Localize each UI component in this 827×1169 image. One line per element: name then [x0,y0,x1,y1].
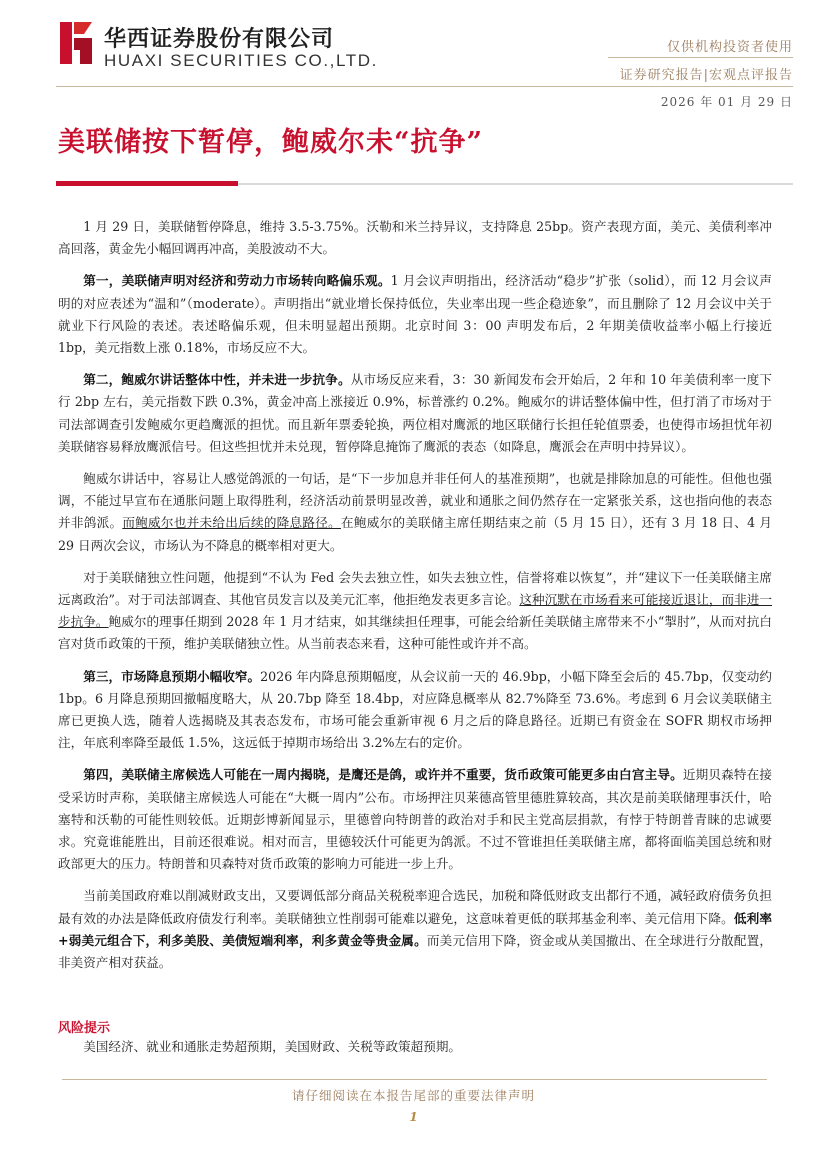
underlined-remark: 而鲍威尔也并未给出后续的降息路径。 [122,515,341,531]
title-underline-accent [56,181,238,186]
audience-label: 仅供机构投资者使用 [666,40,793,55]
paragraph-point-3: 第三，市场降息预期小幅收窄。2026 年内降息预期幅度，从会议前一天的 46.9bp，小幅下降至会后的 45.7bp，仅变动约 1bp。6 月降息预期回撤幅度略大，从 20.7bp 降至 18.4bp，对应降息概率从 82.7%降至 73.6%。考虑到 6 月会议美联储主席已更换人选，随着人选揭晓及其表态发布，市场可能会重新审视 6 月之后的降息路径。近期已有资金在 SOFR 期权市场押注，年底利率降至最低 1.5%，这远低于掉期市场给出 3.2%左右的定价。 [58,668,772,751]
paragraph-fiscal: 当前美国政府难以削减财政支出，又要调低部分商品关税税率迎合选民，加税和降低财政支出都行不通，减轻政府债务负担最有效的办法是降低政府债发行利率。美联储独立性削弱可能难以避免，这意味着更低的联邦基金利率、美元信用下降。低利率+弱美元组合下，利多美股、美债短端利率，利多黄金等贵金属。而美元信用下降，资金或从美国撤出、在全球进行分散配置，非美资产相对获益。 [58,888,773,971]
paragraph-point-4: 第四，美联储主席候选人可能在一周内揭晓，是鹰还是鸽，或许并不重要，货币政策可能更多由白宫主导。近期贝森特在接受采访时声称，美联储主席候选人可能在“大概一周内”公布。市场押注贝莱德高管里德胜算较高，其次是前美联储理事沃什，哈塞特和沃勒的可能性则较低。近期彭博新闻显示，里德曾向特朗普的政治对手和民主党高层捐款，有悖于特朗普青睐的忠诚要求。究竟谁能胜出，目前还很难说。相对而言，里德较沃什可能更为鸽派。不过不管谁担任美联储主席，都将面临美国总统和财政部更大的压力。特朗普和贝森特对货币政策的影响力可能进一步上升。 [58,767,773,872]
point-1-heading: 第一，美联储声明对经济和劳动力市场转向略偏乐观。 [83,273,391,289]
header-divider [56,86,793,87]
report-date: 2026 年 01 月 29 日 [660,95,793,109]
paragraph-point-1: 第一，美联储声明对经济和劳动力市场转向略偏乐观。1 月会议声明指出，经济活动“稳步”扩张（solid），而 12 月会议声明的对应表述为“温和”（moderate）。声明指出“就业增长保持低位，失业率出现一些企稳迹象”，而且删除了 12 月会议中关于就业下行风险的表述。表述略偏乐观，但未明显超出预期。北京时间 3：00 声明发布后，2 年期美债收益率小幅上行接近 1bp，美元指数上涨 0.18%，市场反应不大。 [58,273,772,356]
footer-divider [62,1079,767,1080]
report-body [58,216,772,980]
paragraph-independence: 对于美联储独立性问题，他提到“不认为 Fed 会失去独立性，如失去独立性，信誉将难以恢复”，并“建议下一任美联储主席远离政治”。对于司法部调查、其他官员发言以及美元汇率，他拒绝发表更多言论。这种沉默在市场看来可能接近退让，而非进一步抗争。鲍威尔的理事任期到 2028 年 1 月才结束，如其继续担任理事，可能会给新任美联储主席带来不小“掣肘”，从而对抗白宫对货币政策的干预，维护美联储独立性。从当前表态来看，这种可能性或许并不高。 [58,569,773,652]
fiscal-conclusion: 低利率+弱美元组合下，利多美股、美债短端利率，利多黄金等贵金属。 [58,910,773,948]
legal-disclaimer-note: 请仔细阅读在本报告尾部的重要法律声明 [291,1088,535,1103]
paragraph-powell-remarks: 鲍威尔讲话中，容易让人感觉鸽派的一句话，是“下一步加息并非任何人的基准预期”，也就是排除加息的可能性。但他也强调，不能过早宣布在通胀问题上取得胜利，经济活动前景明显改善，就业和通胀之间仍然存在一定紧张关系，这也指向他的表态并非鸽派。而鲍威尔也并未给出后续的降息路径。在鲍威尔的美联储主席任期结束之前（5 月 15 日），还有 3 月 18 日、4 月 29 日两次会议，市场认为不降息的概率相对更大。 [58,471,772,553]
company-name-en: HUAXI SECURITIES CO.,LTD. [104,51,378,70]
huaxi-logo-icon [58,20,94,66]
report-category: 证券研究报告|宏观点评报告 [619,68,793,83]
underlined-remark: 这种沉默在市场看来可能接近退让，而非进一步抗争。 [58,592,772,630]
company-name-cn: 华西证券股份有限公司 [104,27,335,52]
page-number: 1 [409,1110,418,1124]
point-4-heading: 第四，美联储主席候选人可能在一周内揭晓，是鹰还是鸽，或许并不重要，货币政策可能更多由白宫主导。 [83,767,683,783]
title-underline [238,183,793,185]
paragraph-summary: 1 月 29 日，美联储暂停降息，维持 3.5-3.75%。沃勒和米兰持异议，支持降息 25bp。资产表现方面，美元、美债利率冲高回落，黄金先小幅回调再冲高，美股波动不大。 [58,219,772,257]
point-2-heading: 第二，鲍威尔讲话整体中性，并未进一步抗争。 [83,372,351,388]
page-title: 美联储按下暂停，鲍威尔未“抗争” [58,127,484,158]
risk-text: 美国经济、就业和通胀走势超预期，美国财政、关税等政策超预期。 [83,1039,461,1054]
paragraph-point-2: 第二，鲍威尔讲话整体中性，并未进一步抗争。从市场反应来看，3：30 新闻发布会开始后，2 年和 10 年美债利率一度下行 2bp 左右，美元指数下跌 0.3%，黄金冲高上涨接近 0.9%，标普涨约 0.2%。鲍威尔的讲话整体偏中性，但打消了市场对于司法部调查引发鲍威尔更趋鹰派的担忧。而且新年票委轮换，两位相对鹰派的地区联储行长担任轮值票委，也使得市场担忧年初美联储容易释放鹰派信号。但这些担忧并未兑现，暂停降息掩饰了鹰派的表态（如降息，鹰派会在声明中持异议）。 [58,372,773,454]
point-3-heading: 第三，市场降息预期小幅收窄。 [83,668,261,684]
risk-heading: 风险提示 [58,1021,111,1036]
header-divider-top [608,57,793,58]
